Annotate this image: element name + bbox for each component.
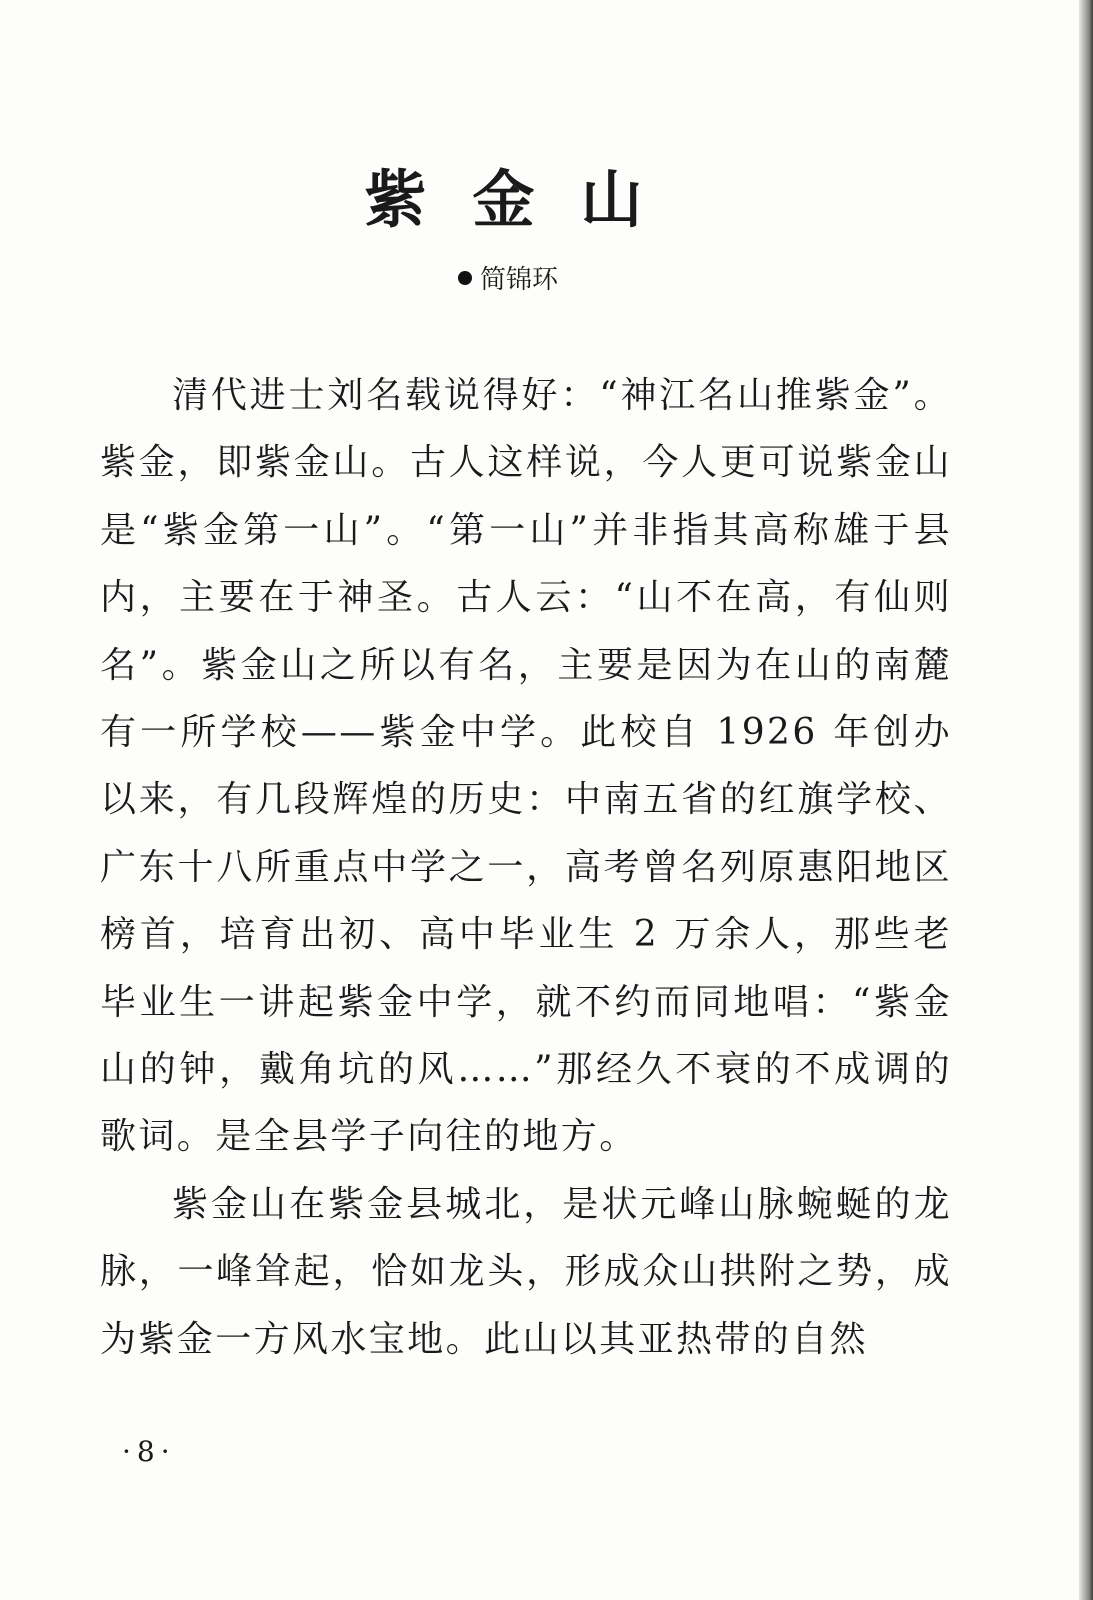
author-line bbox=[458, 262, 558, 298]
paragraph-1: 清代进士刘名载说得好：“神江名山推紫金”。紫金，即紫金山。古人这样说，今人更可说紫金山是“紫金第一山”。“第一山”并非指其高称雄于县内，主要在于神圣。古人云：“山不在高，有仙则名”。紫金山之所以有名，主要是因为在山的南麓有一所学校——紫金中学。此校自 1926 年创办以来，有几段辉煌的历史：中南五省的红旗学校、广东十八所重点中学之一，高考曾名列原惠阳地区榜首，培育出初、高中毕业生 2 万余人，那些老毕业生一讲起紫金中学，就不约而同地唱：“紫金山的钟，戴角坑的风……”那经久不衰的不成调的歌词。是全县学子向往的地方。 bbox=[100, 375, 952, 1158]
article-body bbox=[100, 362, 952, 1373]
author-name: 简锦环 bbox=[480, 265, 559, 295]
bullet-dot-icon bbox=[458, 271, 472, 285]
paragraph-2: 紫金山在紫金县城北，是状元峰山脉蜿蜒的龙脉，一峰耸起，恰如龙头，形成众山拱附之势，成为紫金一方风水宝地。此山以其亚热带的自然 bbox=[100, 1183, 952, 1360]
page-edge-shadow bbox=[1079, 0, 1093, 1600]
article-title: 紫金山 bbox=[364, 163, 689, 236]
page-number: ·8· bbox=[122, 1435, 176, 1468]
